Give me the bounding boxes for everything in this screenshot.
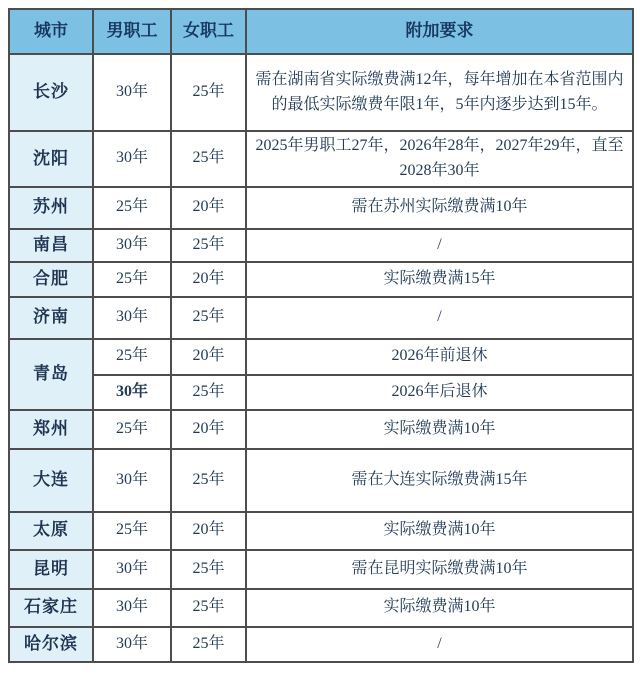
table-row — [9, 449, 633, 512]
header-row — [9, 9, 633, 54]
city-cell: 济南 — [9, 297, 93, 339]
requirement-cell: 2026年前退休 — [246, 339, 633, 375]
female-years-cell: 20年 — [171, 262, 246, 297]
female-years-cell: 20年 — [171, 512, 246, 550]
female-years-cell: 20年 — [171, 187, 246, 229]
table-row — [9, 54, 633, 131]
requirement-cell: 实际缴费满10年 — [246, 410, 633, 449]
male-years-cell: 30年 — [93, 627, 171, 662]
male-years-cell: 30年 — [93, 375, 171, 410]
header-cell-male: 男职工 — [93, 9, 171, 54]
male-years-cell: 30年 — [93, 229, 171, 262]
requirement-cell: / — [246, 297, 633, 339]
table-row — [9, 229, 633, 262]
city-cell: 哈尔滨 — [9, 627, 93, 662]
requirement-cell: / — [246, 229, 633, 262]
female-years-cell: 25年 — [171, 375, 246, 410]
male-years-cell: 30年 — [93, 550, 171, 589]
city-cell: 郑州 — [9, 410, 93, 449]
city-cell: 苏州 — [9, 187, 93, 229]
male-years-cell: 25年 — [93, 339, 171, 375]
male-years-cell: 30年 — [93, 449, 171, 512]
requirement-cell: 2026年后退休 — [246, 375, 633, 410]
city-cell: 长沙 — [9, 54, 93, 131]
male-years-cell: 30年 — [93, 54, 171, 131]
male-years-cell: 30年 — [93, 297, 171, 339]
header-cell-city: 城市 — [9, 9, 93, 54]
table-row — [9, 131, 633, 187]
city-cell: 石家庄 — [9, 589, 93, 627]
male-years-cell: 25年 — [93, 187, 171, 229]
table-row — [9, 262, 633, 297]
female-years-cell: 25年 — [171, 297, 246, 339]
male-years-cell: 30年 — [93, 589, 171, 627]
female-years-cell: 20年 — [171, 410, 246, 449]
female-years-cell: 25年 — [171, 131, 246, 187]
requirement-cell: 实际缴费满15年 — [246, 262, 633, 297]
female-years-cell: 25年 — [171, 54, 246, 131]
table-row — [9, 375, 633, 410]
retirement-requirements-table — [8, 8, 634, 663]
female-years-cell: 25年 — [171, 229, 246, 262]
requirement-cell: 需在昆明实际缴费满10年 — [246, 550, 633, 589]
requirement-cell: / — [246, 627, 633, 662]
male-years-cell: 25年 — [93, 512, 171, 550]
table-row — [9, 187, 633, 229]
city-cell: 合肥 — [9, 262, 93, 297]
table-row — [9, 627, 633, 662]
female-years-cell: 25年 — [171, 627, 246, 662]
city-cell: 太原 — [9, 512, 93, 550]
requirement-cell: 实际缴费满10年 — [246, 589, 633, 627]
table-row — [9, 512, 633, 550]
city-cell: 沈阳 — [9, 131, 93, 187]
requirement-cell: 需在苏州实际缴费满10年 — [246, 187, 633, 229]
table-row — [9, 339, 633, 375]
female-years-cell: 25年 — [171, 449, 246, 512]
requirement-cell: 需在湖南省实际缴费满12年，每年增加在本省范围内的最低实际缴费年限1年，5年内逐步达到15年。 — [246, 54, 633, 131]
female-years-cell: 20年 — [171, 339, 246, 375]
table-row — [9, 297, 633, 339]
city-cell: 昆明 — [9, 550, 93, 589]
city-cell: 青岛 — [9, 339, 93, 410]
table-row — [9, 550, 633, 589]
header-cell-requirement: 附加要求 — [246, 9, 633, 54]
table-row — [9, 410, 633, 449]
female-years-cell: 25年 — [171, 550, 246, 589]
male-years-cell: 25年 — [93, 410, 171, 449]
city-cell: 大连 — [9, 449, 93, 512]
requirement-cell: 需在大连实际缴费满15年 — [246, 449, 633, 512]
requirement-cell: 2025年男职工27年，2026年28年，2027年29年，直至2028年30年 — [246, 131, 633, 187]
table-row — [9, 589, 633, 627]
city-cell: 南昌 — [9, 229, 93, 262]
male-years-cell: 30年 — [93, 131, 171, 187]
female-years-cell: 25年 — [171, 589, 246, 627]
header-cell-female: 女职工 — [171, 9, 246, 54]
requirement-cell: 实际缴费满10年 — [246, 512, 633, 550]
male-years-cell: 25年 — [93, 262, 171, 297]
